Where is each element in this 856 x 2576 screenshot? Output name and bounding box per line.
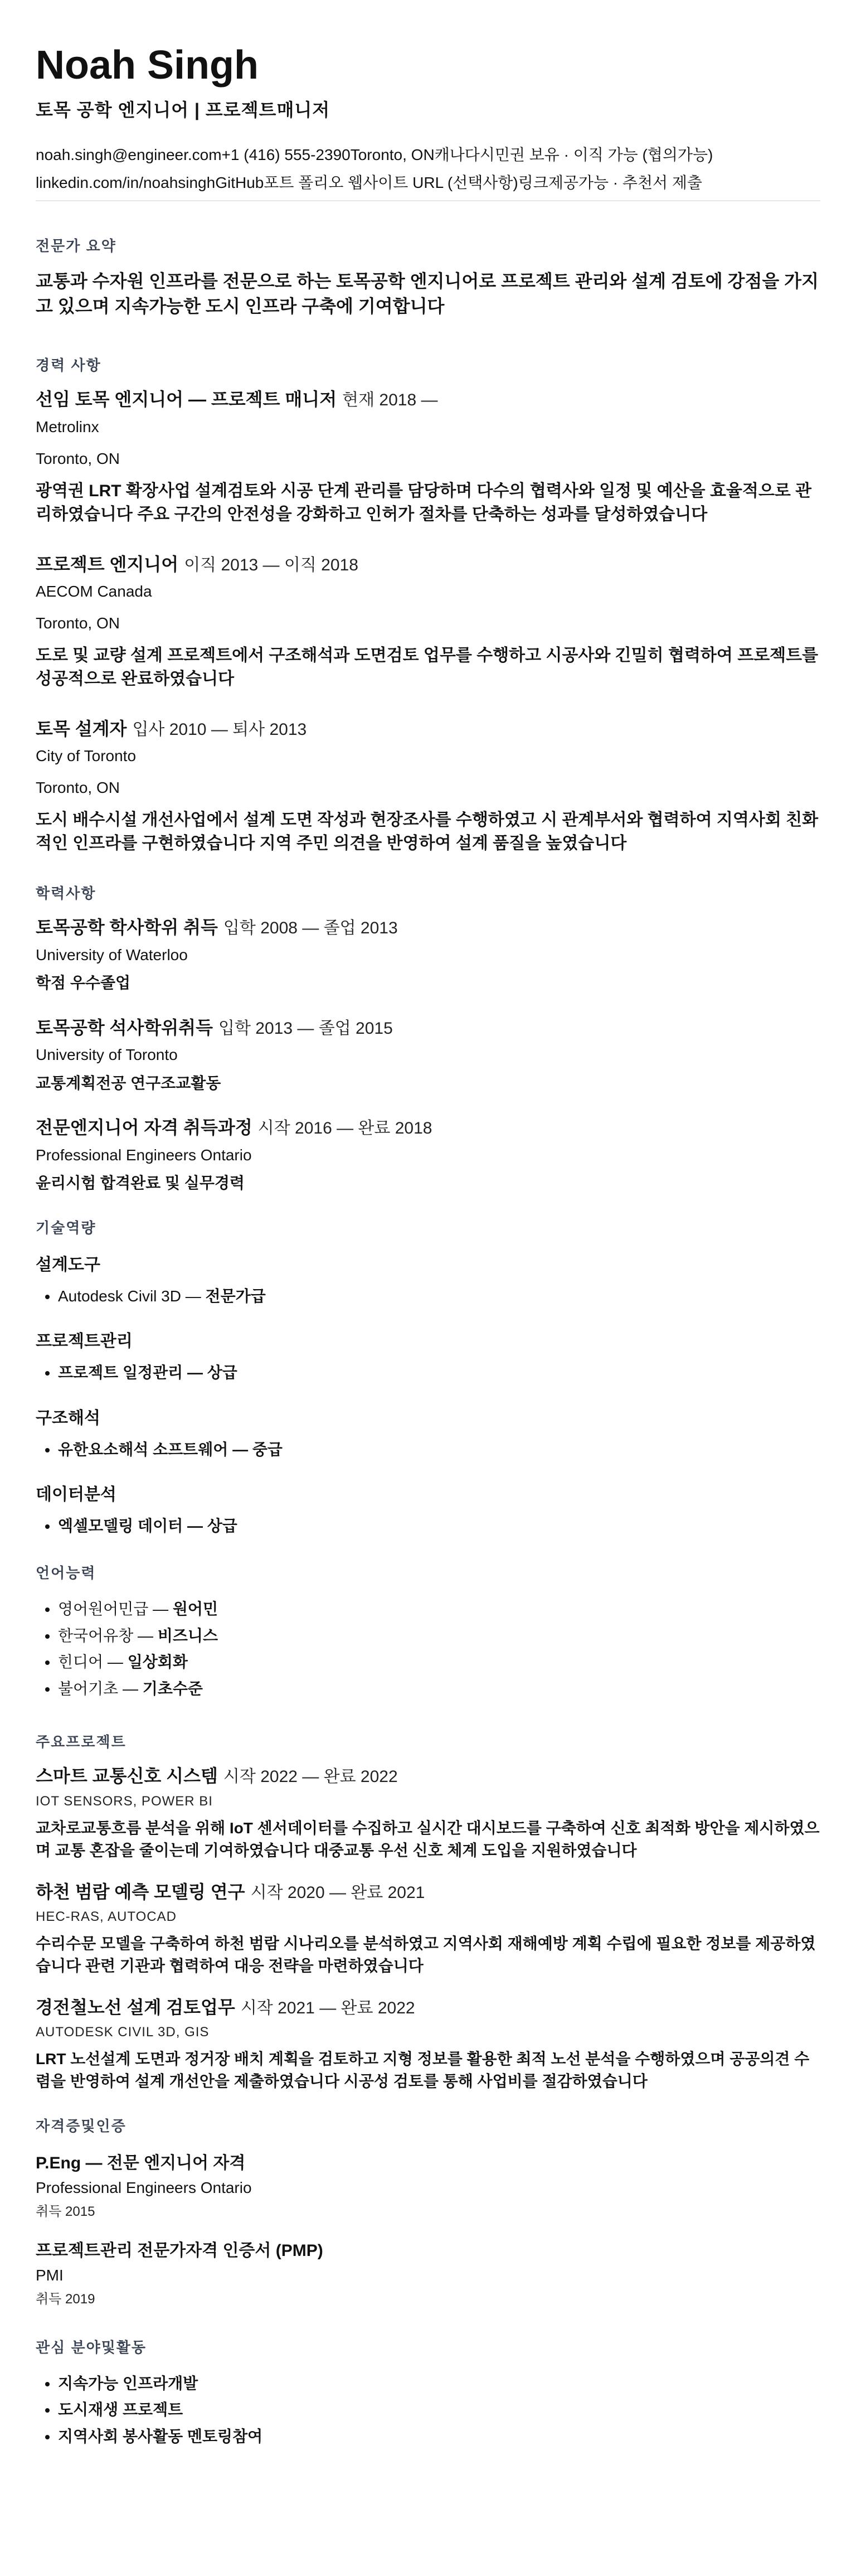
links-row — [36, 172, 820, 195]
project-item — [36, 1996, 820, 2093]
job-description: 도시 배수시설 개선사업에서 설계 도면 작성과 현장조사를 수행하였고 시 관계부서와 협력하여 지역사회 친화적인 인프라를 구현하였습니다 지역 주민 의견을 반영하여 설계 품질을 높였습니다 — [36, 810, 819, 853]
experience-item — [36, 718, 820, 855]
project-tech: AUTODESK CIVIL 3D, GIS — [36, 2025, 210, 2040]
project-description: 교차로교통흐름 분석을 위해 IoT 센서데이터를 수집하고 실시간 대시보드를 구축하여 신호 최적화 방안을 제시하였으며 교통 혼잡을 줄이는데 기여하였습니다 대중교통 우선 신호 체계 도입을 지원하였습니다 — [36, 1819, 820, 1859]
skill-item: • 프로젝트 일정관리 — 상급 — [58, 1359, 820, 1386]
project-tech: HEC-RAS, AUTOCAD — [36, 1909, 177, 1925]
job-dates: 현재 2018 — — [342, 391, 438, 410]
certifications-section — [36, 2115, 820, 2307]
interests-section — [36, 2336, 820, 2450]
skills-section — [36, 1217, 820, 1539]
education-detail: 학점 우수졸업 — [36, 974, 131, 992]
experience-title: 경력 사항 — [36, 357, 101, 374]
language-item: • 영어원어민급 — 원어민 — [58, 1596, 820, 1623]
work-authorization: 캐나다시민권 보유 · 이직 가능 (협의가능) — [434, 146, 713, 163]
project-description: LRT 노선설계 도면과 정거장 배치 계획을 검토하고 지형 정보를 활용한 최적 노선 분석을 수행하였으며 공공의견 수렴을 반영하여 설계 개선안을 제출하였습니다 시공성 검토를 통해 사업비를 절감하였습니다 — [36, 2050, 810, 2090]
job-location: Toronto, ON — [36, 614, 120, 632]
project-tech: IOT SENSORS, POWER BI — [36, 1794, 213, 1809]
education-item — [36, 916, 820, 994]
project-dates: 시작 2020 — 완료 2021 — [250, 1883, 425, 1902]
summary-title: 전문가 요약 — [36, 237, 116, 254]
job-location: Toronto, ON — [36, 779, 120, 797]
experience-section — [36, 354, 820, 855]
languages-section — [36, 1562, 820, 1702]
email-link[interactable]: noah.singh@engineer.com — [36, 146, 222, 163]
resume-header — [36, 45, 820, 201]
certification-title: 프로젝트관리 전문가자격 인증서 (PMP) — [36, 2241, 323, 2260]
certification-date: 취득 2019 — [36, 2291, 95, 2307]
contact-info-row — [36, 144, 820, 167]
project-title: 하천 범람 예측 모델링 연구 — [36, 1881, 245, 1902]
linkedin-link[interactable]: linkedin.com/in/noahsinghGitHub — [36, 174, 264, 192]
degree-title: 전문엔지니어 자격 취득과정 — [36, 1117, 252, 1138]
education-dates: 입학 2008 — 졸업 2013 — [223, 918, 398, 937]
job-description: 광역권 LRT 확장사업 설계검토와 시공 단계 관리를 담당하며 다수의 협력사와 일정 및 예산을 효율적으로 관리하였습니다 주요 구간의 안전성을 강화하고 인허가 절차를 단축하는 성과를 달성하였습니다 — [36, 481, 812, 524]
skill-item: • 유한요소해석 소프트웨어 — 중급 — [58, 1436, 820, 1463]
job-title: 토목 설계자 — [36, 718, 127, 739]
skill-group-title: 프로젝트관리 — [36, 1332, 133, 1351]
skills-title: 기술역량 — [36, 1219, 96, 1236]
certification-issuer: PMI — [36, 2266, 64, 2284]
certification-date: 취득 2015 — [36, 2204, 95, 2219]
job-dates: 이직 2013 — 이직 2018 — [184, 555, 358, 574]
skill-group — [36, 1480, 820, 1539]
education-dates: 입학 2013 — 졸업 2015 — [218, 1019, 393, 1038]
interests-title: 관심 분야및활동 — [36, 2338, 147, 2356]
skill-item: • Autodesk Civil 3D — 전문가급 — [58, 1283, 820, 1310]
school-name: Professional Engineers Ontario — [36, 1146, 252, 1164]
skill-group-title: 구조해석 — [36, 1408, 100, 1427]
education-detail: 교통계획전공 연구조교활동 — [36, 1074, 221, 1092]
company-name: City of Toronto — [36, 747, 137, 765]
language-item: • 힌디어 — 일상회화 — [58, 1649, 820, 1676]
education-item — [36, 1116, 820, 1194]
school-name: University of Toronto — [36, 1046, 178, 1064]
skill-group — [36, 1251, 820, 1310]
education-title: 학력사항 — [36, 884, 96, 902]
skill-group-title: 설계도구 — [36, 1255, 100, 1274]
portfolio-link[interactable]: 포트 폴리오 웹사이트 URL (선택사항)링크제공가능 · 추천서 제출 — [264, 174, 702, 192]
experience-item — [36, 388, 820, 526]
company-name: AECOM Canada — [36, 583, 152, 601]
interest-item: • 지속가능 인프라개발 — [58, 2370, 820, 2397]
interest-item: • 지역사회 봉사활동 멘토링참여 — [58, 2423, 820, 2450]
languages-title: 언어능력 — [36, 1565, 96, 1582]
summary-section — [36, 235, 820, 319]
education-detail: 윤리시험 합격완료 및 실무경력 — [36, 1174, 245, 1192]
project-item — [36, 1765, 820, 1861]
company-name: Metrolinx — [36, 418, 99, 435]
certification-item — [36, 2236, 820, 2307]
job-location: Toronto, ON — [36, 449, 120, 467]
project-dates: 시작 2022 — 완료 2022 — [223, 1768, 398, 1786]
header-divider — [36, 200, 820, 201]
projects-title: 주요프로젝트 — [36, 1734, 127, 1751]
projects-section — [36, 1731, 820, 2092]
skill-group — [36, 1327, 820, 1386]
skill-item: • 엑셀모델링 데이터 — 상급 — [58, 1513, 820, 1539]
project-title: 경전철노선 설계 검토업무 — [36, 1997, 235, 2017]
job-description: 도로 및 교량 설계 프로젝트에서 구조해석과 도면검토 업무를 수행하고 시공사와 긴밀히 협력하여 프로젝트를 성공적으로 완료하였습니다 — [36, 646, 819, 688]
candidate-name: Noah Singh — [36, 43, 259, 88]
interest-item: • 도시재생 프로젝트 — [58, 2396, 820, 2423]
education-dates: 시작 2016 — 완료 2018 — [257, 1119, 432, 1138]
project-item — [36, 1881, 820, 1977]
phone-number[interactable]: +1 (416) 555-2390 — [221, 146, 351, 163]
candidate-headline: 토목 공학 엔지니어 | 프로젝트매니저 — [36, 99, 330, 120]
skill-group — [36, 1404, 820, 1463]
project-dates: 시작 2021 — 완료 2022 — [240, 1998, 415, 2017]
education-item — [36, 1016, 820, 1095]
language-item: • 불어기초 — 기초수준 — [58, 1676, 820, 1702]
project-description: 수리수문 모델을 구축하여 하천 범람 시나리오를 분석하였고 지역사회 재해예방 계획 수립에 필요한 정보를 제공하였습니다 관련 기관과 협력하여 대응 전략을 마련하였습니다 — [36, 1935, 816, 1974]
certifications-title: 자격증및인증 — [36, 2117, 127, 2134]
language-item: • 한국어유창 — 비즈니스 — [58, 1623, 820, 1649]
job-title: 선임 토목 엔지니어 — 프로젝트 매니저 — [36, 389, 337, 410]
certification-item — [36, 2149, 820, 2220]
school-name: University of Waterloo — [36, 946, 188, 963]
education-section — [36, 882, 820, 1194]
certification-title: P.Eng — 전문 엔지니어 자격 — [36, 2153, 246, 2172]
location-text: Toronto, ON — [350, 146, 435, 163]
degree-title: 토목공학 학사학위 취득 — [36, 917, 218, 937]
project-title: 스마트 교통신호 시스템 — [36, 1766, 218, 1786]
summary-text: 교통과 수자원 인프라를 전문으로 하는 토목공학 엔지니어로 프로젝트 관리와 설계 검토에 강점을 가지고 있으며 지속가능한 도시 인프라 구축에 기여합니다 — [36, 270, 819, 316]
job-title: 프로젝트 엔지니어 — [36, 554, 179, 574]
degree-title: 토목공학 석사학위취득 — [36, 1017, 213, 1038]
experience-item — [36, 553, 820, 691]
job-dates: 입사 2010 — 퇴사 2013 — [132, 720, 307, 739]
skill-group-title: 데이터분석 — [36, 1485, 116, 1504]
certification-issuer: Professional Engineers Ontario — [36, 2178, 252, 2196]
